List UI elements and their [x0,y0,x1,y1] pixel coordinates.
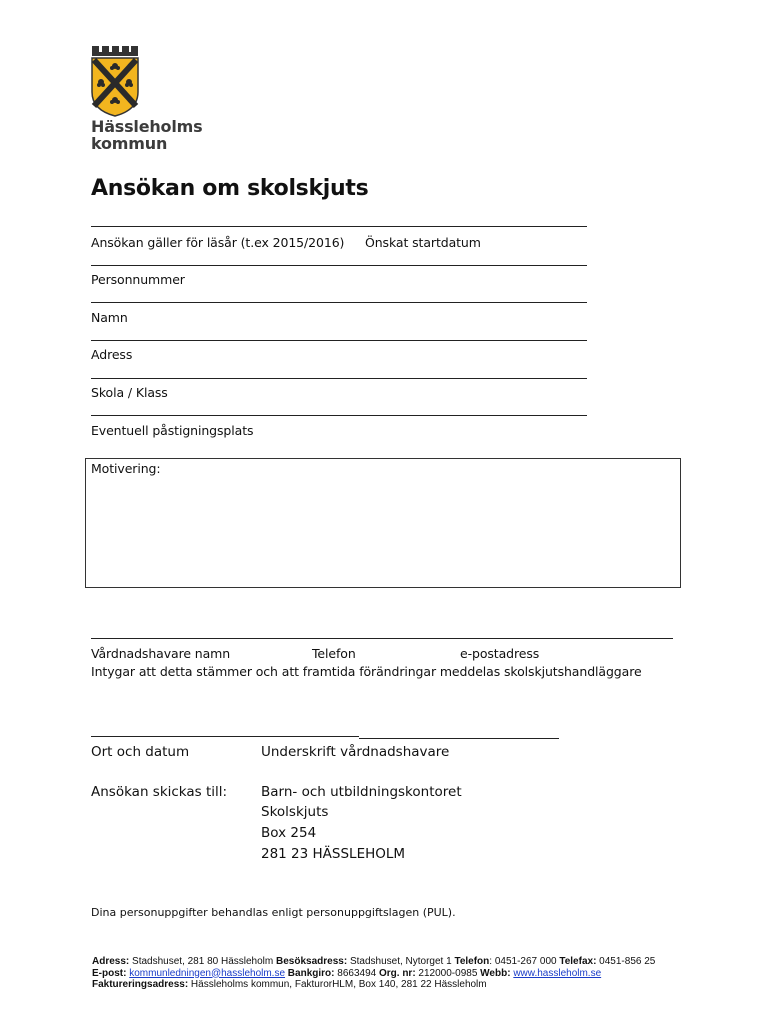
label-startdatum: Önskat startdatum [365,235,481,250]
field-line-pastigning[interactable] [91,415,587,416]
label-vardnadshavare: Vårdnadshavare namn [91,646,231,661]
label-adress: Adress [91,347,133,362]
field-line-underskrift[interactable] [359,738,559,739]
label-underskrift: Underskrift vårdnadshavare [261,744,450,760]
label-lasar: Ansökan gäller för läsår (t.ex 2015/2016) [91,235,345,250]
footer-faktura-label: Faktureringsadress: [92,979,189,990]
footer-adress-value: Stadshuset, 281 80 Hässleholm [129,956,277,967]
footer-epost-label: E-post: [92,967,127,979]
footer-orgnr-label: Org. nr: [378,967,416,979]
label-skola: Skola / Klass [91,385,168,400]
footer-faktura-value: Hässleholms kommun, FakturorHLM, Box 140, 281 22 Hässleholm [188,979,487,990]
label-namn: Namn [91,310,128,325]
footer-webb-label: Webb: [480,967,511,979]
field-line-ort-datum[interactable] [91,736,359,737]
footer-besok-label: Besöksadress: [276,956,348,967]
footer-orgnr-value: 212000-0985 [415,967,481,979]
recipient-line-2: Skolskjuts [261,804,329,820]
intygar-statement: Intygar att detta stämmer och att framtida förändringar meddelas skolskjutshandläggare [91,664,642,679]
label-pastigning: Eventuell påstigningsplats [91,423,254,438]
motivering-box[interactable] [85,458,681,588]
footer-telefax-label: Telefax: [559,956,597,967]
field-line-personnummer[interactable] [91,265,587,266]
recipient-line-3: Box 254 [261,825,317,841]
label-epost: e-postadress [460,646,540,661]
field-line-namn[interactable] [91,302,587,303]
field-line-vardnadshavare[interactable] [91,638,673,639]
footer-line-3 [92,979,655,991]
footer-telefon-label: Telefon [454,956,490,967]
org-name-line2: kommun [91,134,168,153]
footer-telefax-value: 0451-856 25 [596,956,656,967]
footer [92,956,655,991]
footer-webb-link[interactable]: www.hassleholm.se [513,967,602,979]
label-ort-datum: Ort och datum [91,744,190,760]
recipient-line-4: 281 23 HÄSSLEHOLM [261,846,406,862]
page-title: Ansökan om skolskjuts [91,176,369,201]
footer-bankgiro-label: Bankgiro: [285,967,335,979]
label-telefon: Telefon [312,646,356,661]
footer-besok-value: Stadshuset, Nytorget 1 [347,956,455,967]
field-line-skola[interactable] [91,378,587,379]
footer-telefon-value: : 0451-267 000 [489,956,560,967]
label-personnummer: Personnummer [91,272,185,287]
footer-line-1 [92,956,655,968]
footer-adress-label: Adress: [92,956,130,967]
org-name-line1: Hässleholms [91,117,203,136]
field-line-lasar[interactable] [91,226,587,227]
coat-of-arms-logo [88,44,140,118]
field-line-adress[interactable] [91,340,587,341]
pul-note: Dina personuppgifter behandlas enligt personuppgiftslagen (PUL). [91,906,456,919]
footer-epost-link[interactable]: kommunledningen@hassleholm.se [129,967,286,979]
footer-bankgiro-value: 8663494 [334,967,379,979]
recipient-line-1: Barn- och utbildningskontoret [261,784,462,800]
label-motivering: Motivering: [91,461,161,476]
label-skickas: Ansökan skickas till: [91,784,228,800]
footer-line-2 [92,968,655,980]
organization-name [91,118,202,152]
